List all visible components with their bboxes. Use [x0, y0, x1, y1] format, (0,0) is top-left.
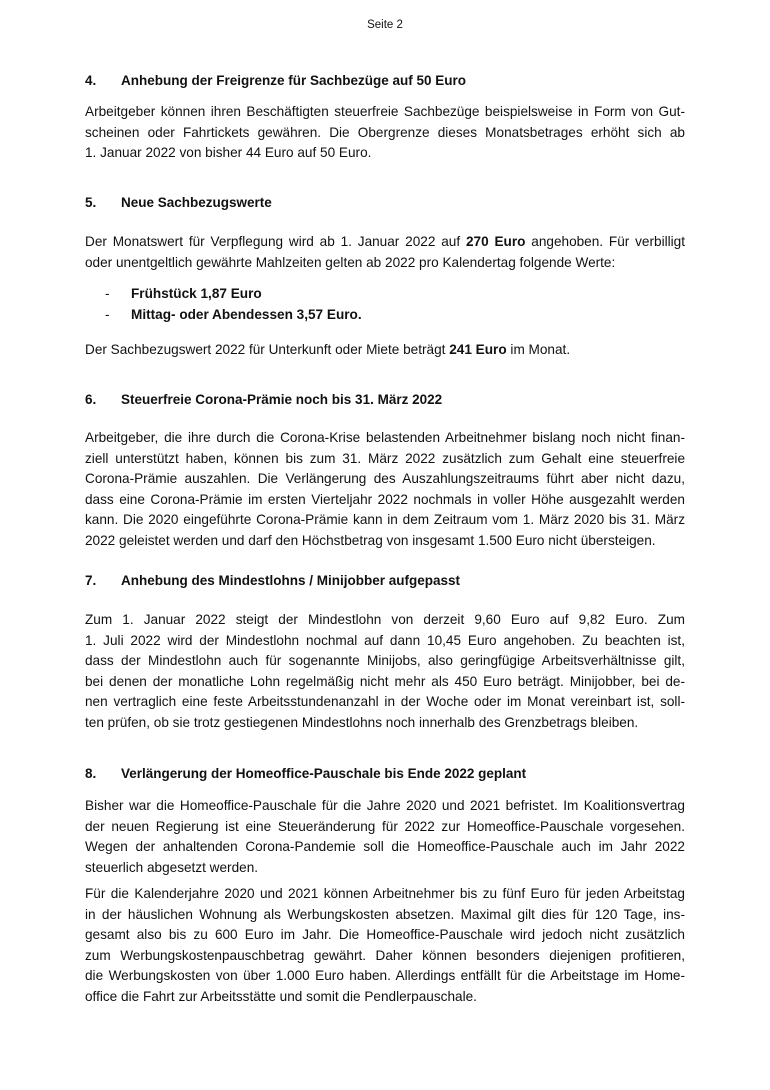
- paragraph-line: 1. Januar 2022 von bisher 44 Euro auf 50 Euro.: [85, 145, 372, 160]
- paragraph-line: dass eine Corona-Prämie im ersten Vierteljahr 2022 nochmals in voller Höhe ausgezahlt werden: [85, 491, 685, 507]
- section-4-paragraph: [85, 102, 685, 164]
- paragraph-line: kann. Die 2020 eingeführte Corona-Prämie kann in dem Zeitraum vom 1. März 2020 bis 31. März: [85, 512, 685, 527]
- paragraph-line: bei denen der monatliche Lohn regelmäßig nicht mehr als 450 Euro beträgt. Minijobber, bei de-: [85, 673, 685, 689]
- paragraph-line: Arbeitgeber können ihren Beschäftigten steuerfreie Sachbezüge beispielsweise in Form von Gut-: [85, 104, 685, 119]
- paragraph-line: zum Werbungskostenpauschbetrag gewährt. Daher können besonders diejenigen profitieren,: [85, 947, 685, 963]
- section-heading-7: [85, 572, 460, 590]
- dash-marker: -: [105, 286, 110, 301]
- paragraph-line: dass der Mindestlohn auch für sogenannte Minijobs, also geringfügige Arbeitsverhältnisse gilt,: [85, 653, 685, 668]
- section-title: Anhebung der Freigrenze für Sachbezüge auf 50 Euro: [121, 73, 467, 88]
- section-number: 6.: [85, 392, 97, 407]
- section-title: Neue Sachbezugswerte: [121, 195, 272, 210]
- paragraph-line: [85, 340, 685, 361]
- paragraph-line: Für die Kalenderjahre 2020 und 2021 können Arbeitnehmer bis zu fünf Euro für jeden Arbeitstag: [85, 886, 685, 901]
- section-heading-5: [85, 194, 272, 212]
- section-number: 7.: [85, 573, 97, 588]
- section-title: Steuerfreie Corona-Prämie noch bis 31. März 2022: [121, 392, 443, 407]
- section-number: 8.: [85, 766, 97, 781]
- section-title: Verlängerung der Homeoffice-Pauschale bis Ende 2022 geplant: [121, 766, 527, 781]
- section-6-paragraph: [85, 428, 685, 551]
- section-heading-4: [85, 72, 466, 90]
- paragraph-line: Bisher war die Homeoffice-Pauschale für die Jahre 2020 und 2021 befristet. Im Koalitionsvertrag: [85, 798, 685, 813]
- paragraph-line: steuerlich abgesetzt werden.: [85, 859, 259, 875]
- paragraph-line: ziell unterstützt haben, können bis zum 31. März 2022 zusätzlich zum Gehalt eine steuerfreie: [85, 450, 685, 466]
- list-item-text: Mittag- oder Abendessen 3,57 Euro.: [131, 306, 362, 322]
- paragraph-line: die Werbungskosten von über 1.000 Euro haben. Allerdings entfällt für die Arbeitstage im Home-: [85, 968, 685, 983]
- paragraph-line: oder unentgeltlich gewährte Mahlzeiten gelten ab 2022 pro Kalendertag folgende Werte:: [85, 254, 616, 270]
- section-heading-6: [85, 391, 442, 409]
- section-number: 4.: [85, 73, 97, 88]
- paragraph-line: gesamt also bis zu 600 Euro im Jahr. Die Homeoffice-Pauschale wird jedoch nicht zusätzlich: [85, 927, 685, 942]
- section-number: 5.: [85, 195, 97, 210]
- paragraph-line: [85, 232, 685, 253]
- meal-values-list: [85, 284, 685, 325]
- page-header: Seite 2: [367, 19, 403, 31]
- text-run: im Monat.: [506, 342, 571, 357]
- paragraph-line: Zum 1. Januar 2022 steigt der Mindestlohn von derzeit 9,60 Euro auf 9,82 Euro. Zum: [85, 612, 685, 627]
- paragraph-line: ten prüfen, ob sie trotz gestiegenen Mindestlohns noch innerhalb des Grenzbetrags bleiben.: [85, 714, 639, 730]
- bold-amount: 241 Euro: [449, 342, 507, 357]
- paragraph-line: Corona-Prämie auszahlen. Die Verlängerung des Auszahlungszeitraums führt aber nicht dazu,: [85, 471, 685, 486]
- section-8-paragraph-1: [85, 796, 685, 878]
- paragraph-line: nen vertraglich eine feste Arbeitsstundenanzahl in der Woche oder im Monat vereinbart ist, soll-: [85, 694, 685, 709]
- section-title: Anhebung des Mindestlohns / Minijobber aufgepasst: [121, 573, 461, 588]
- paragraph-line: office die Fahrt zur Arbeitsstätte und somit die Pendlerpauschale.: [85, 988, 477, 1004]
- section-7-paragraph: [85, 610, 685, 733]
- list-item: [85, 305, 685, 326]
- section-5-paragraph-1: [85, 232, 685, 273]
- paragraph-line: Wegen der anhaltenden Corona-Pandemie soll die Homeoffice-Pauschale auch im Jahr 2022: [85, 839, 685, 854]
- section-heading-8: [85, 765, 526, 783]
- text-run: Der Monatswert für Verpflegung wird ab 1. Januar 2022 auf: [85, 234, 466, 249]
- paragraph-line: 1. Juli 2022 wird der Mindestlohn nochmal auf dann 10,45 Euro angehoben. Zu beachten ist,: [85, 632, 685, 648]
- bold-amount: 270 Euro: [465, 234, 526, 249]
- section-5-paragraph-2: [85, 340, 685, 361]
- text-run: Der Sachbezugswert 2022 für Unterkunft oder Miete beträgt: [85, 342, 450, 357]
- text-run: angehoben. Für verbilligt: [525, 234, 685, 249]
- paragraph-line: Arbeitgeber, die ihre durch die Corona-Krise belastenden Arbeitnehmer bislang noch nicht finan-: [85, 430, 685, 445]
- section-8-paragraph-2: [85, 884, 685, 1007]
- list-item-text: Frühstück 1,87 Euro: [131, 286, 262, 301]
- paragraph-line: 2022 geleistet werden und darf den Höchstbetrag von insgesamt 1.500 Euro nicht übersteigen.: [85, 532, 656, 548]
- list-item: [85, 284, 685, 305]
- paragraph-line: der neuen Regierung ist eine Steueränderung für 2022 zur Homeoffice-Pauschale vorgesehen.: [85, 818, 685, 834]
- paragraph-line: in der häuslichen Wohnung als Werbungskosten absetzen. Maximal gilt dies für 120 Tage, ins-: [85, 906, 685, 922]
- paragraph-line: scheinen oder Fahrtickets gewähren. Die Obergrenze dieses Monatsbetrages erhöht sich ab: [85, 124, 685, 140]
- dash-marker: -: [105, 306, 110, 322]
